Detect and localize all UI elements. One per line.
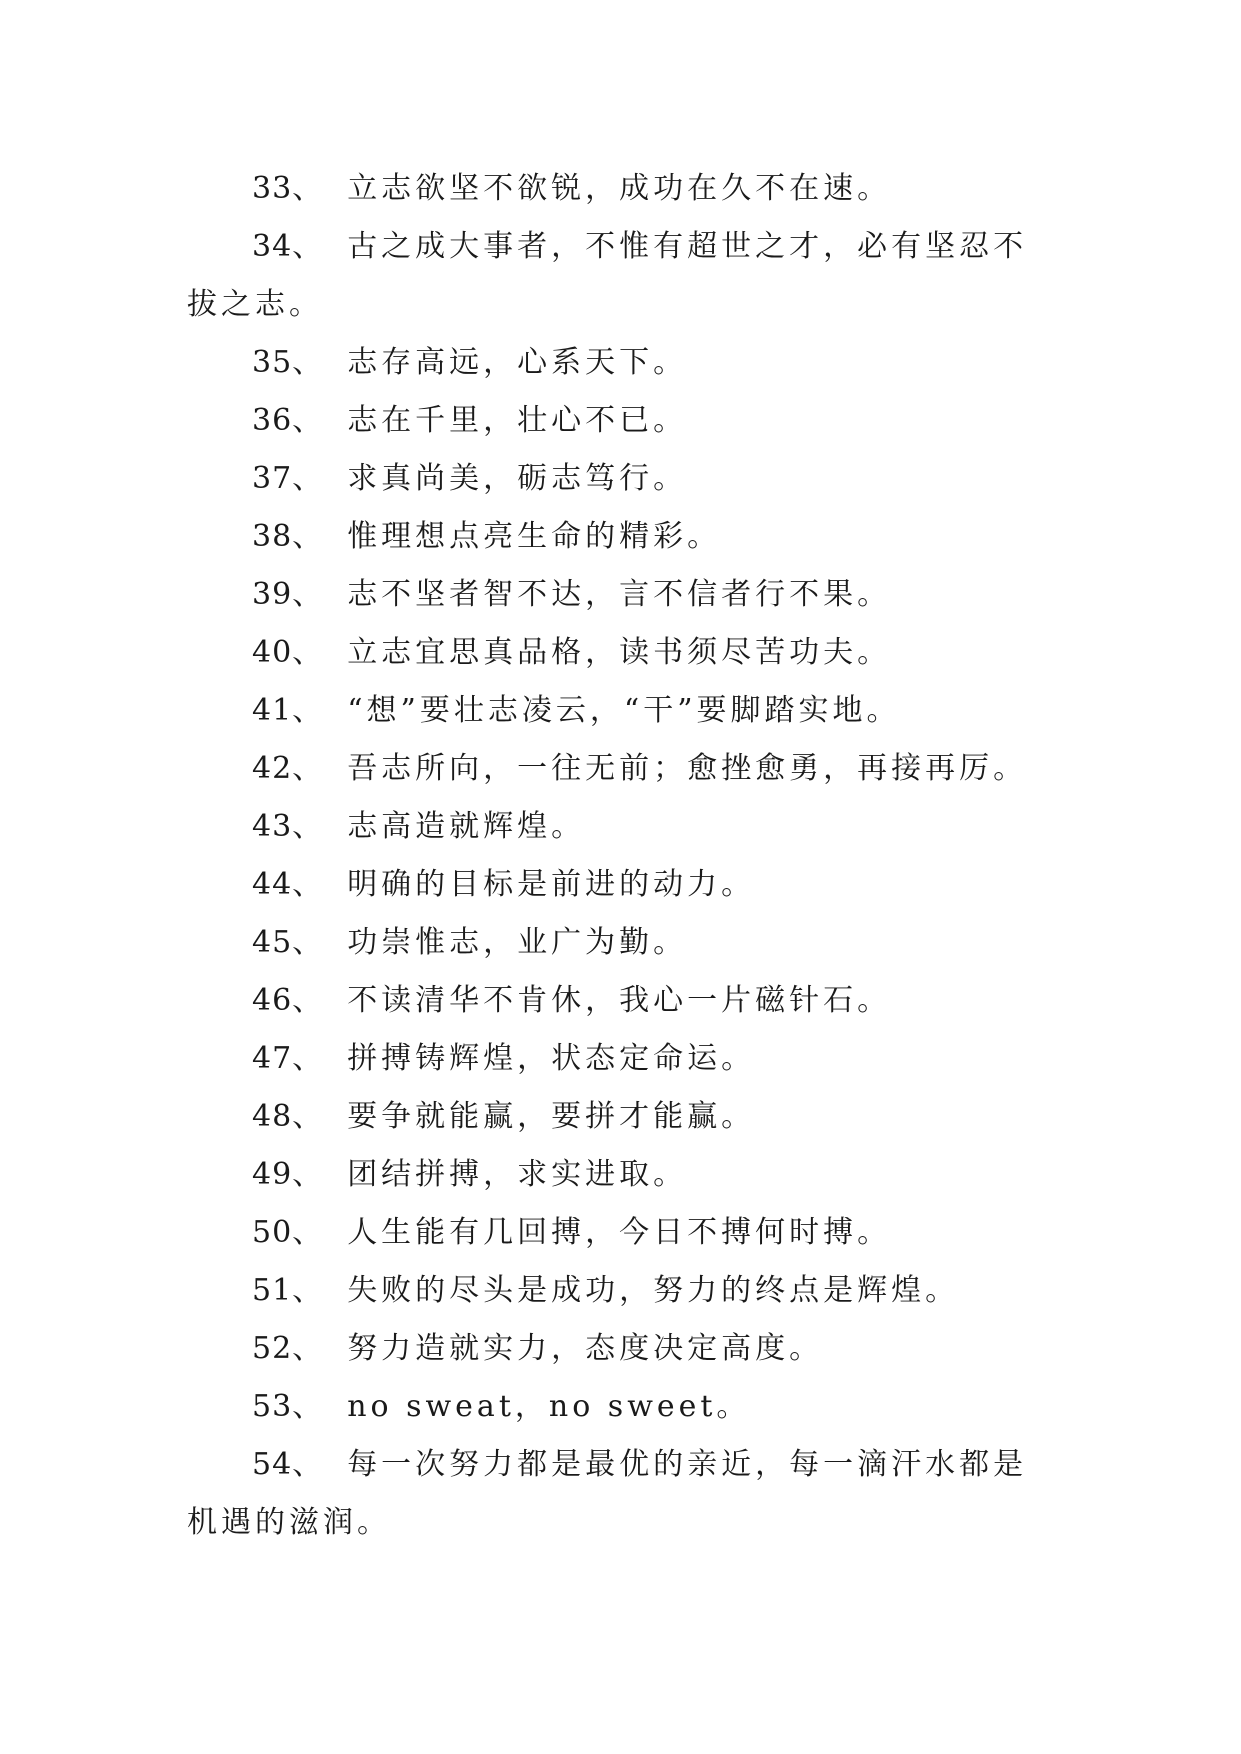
item-number: 52、 — [252, 1331, 324, 1366]
list-item — [187, 972, 1057, 1030]
list-item — [187, 450, 1057, 508]
item-text: 要争就能赢，要拼才能赢。 — [347, 1099, 756, 1134]
item-text: 不读清华不肯休，我心一片磁针石。 — [347, 983, 892, 1018]
item-text: 惟理想点亮生命的精彩。 — [347, 519, 722, 554]
item-text: no sweat，no sweet。 — [347, 1389, 751, 1424]
list-item — [187, 1320, 1057, 1378]
item-number: 48、 — [252, 1099, 324, 1134]
item-number: 47、 — [252, 1041, 324, 1076]
list-item — [187, 508, 1057, 566]
list-item — [187, 1204, 1057, 1262]
list-item — [187, 856, 1057, 914]
item-text: 团结拼搏，求实进取。 — [347, 1157, 688, 1192]
item-number: 36、 — [252, 403, 324, 438]
list-item — [187, 160, 1057, 218]
item-text: 志存高远，心系天下。 — [347, 345, 688, 380]
item-number: 42、 — [252, 751, 324, 786]
item-text: 努力造就实力，态度决定高度。 — [347, 1331, 824, 1366]
item-number: 53、 — [252, 1389, 324, 1424]
item-number: 40、 — [252, 635, 324, 670]
item-number: 37、 — [252, 461, 324, 496]
quote-list — [187, 160, 1057, 1552]
item-text: 古之成大事者，不惟有超世之才，必有坚忍不拔之志。 — [187, 229, 1028, 322]
list-item — [187, 740, 1057, 798]
item-number: 50、 — [252, 1215, 324, 1250]
item-text: 立志欲坚不欲锐，成功在久不在速。 — [347, 171, 892, 206]
list-item — [187, 1262, 1057, 1320]
list-item — [187, 566, 1057, 624]
item-number: 34、 — [252, 229, 324, 264]
list-item — [187, 1088, 1057, 1146]
item-text: 吾志所向，一往无前；愈挫愈勇，再接再厉。 — [347, 751, 1028, 786]
item-number: 44、 — [252, 867, 324, 902]
item-text: 人生能有几回搏，今日不搏何时搏。 — [347, 1215, 892, 1250]
item-text: 志高造就辉煌。 — [347, 809, 586, 844]
item-number: 35、 — [252, 345, 324, 380]
item-number: 49、 — [252, 1157, 324, 1192]
item-text: 立志宜思真品格，读书须尽苦功夫。 — [347, 635, 892, 670]
list-item — [187, 914, 1057, 972]
item-text: 功崇惟志，业广为勤。 — [347, 925, 688, 960]
list-item — [187, 334, 1057, 392]
item-text: 每一次努力都是最优的亲近，每一滴汗水都是机遇的滋润。 — [187, 1447, 1028, 1540]
list-item — [187, 218, 1057, 334]
item-number: 45、 — [252, 925, 324, 960]
list-item — [187, 1030, 1057, 1088]
item-number: 41、 — [252, 693, 324, 728]
item-number: 43、 — [252, 809, 324, 844]
list-item — [187, 1436, 1057, 1552]
item-text: 拼搏铸辉煌，状态定命运。 — [347, 1041, 756, 1076]
item-text: 志在千里，壮心不已。 — [347, 403, 688, 438]
item-number: 33、 — [252, 171, 324, 206]
item-text: 明确的目标是前进的动力。 — [347, 867, 756, 902]
item-number: 38、 — [252, 519, 324, 554]
item-number: 39、 — [252, 577, 324, 612]
item-number: 46、 — [252, 983, 324, 1018]
item-number: 51、 — [252, 1273, 324, 1308]
list-item — [187, 1146, 1057, 1204]
list-item — [187, 392, 1057, 450]
item-text: 志不坚者智不达，言不信者行不果。 — [347, 577, 892, 612]
list-item — [187, 1378, 1057, 1436]
list-item — [187, 798, 1057, 856]
item-text: 求真尚美，砺志笃行。 — [347, 461, 688, 496]
item-text: “想”要壮志凌云，“干”要脚踏实地。 — [347, 693, 901, 728]
list-item — [187, 624, 1057, 682]
item-number: 54、 — [252, 1447, 324, 1482]
list-item — [187, 682, 1057, 740]
item-text: 失败的尽头是成功，努力的终点是辉煌。 — [347, 1273, 960, 1308]
